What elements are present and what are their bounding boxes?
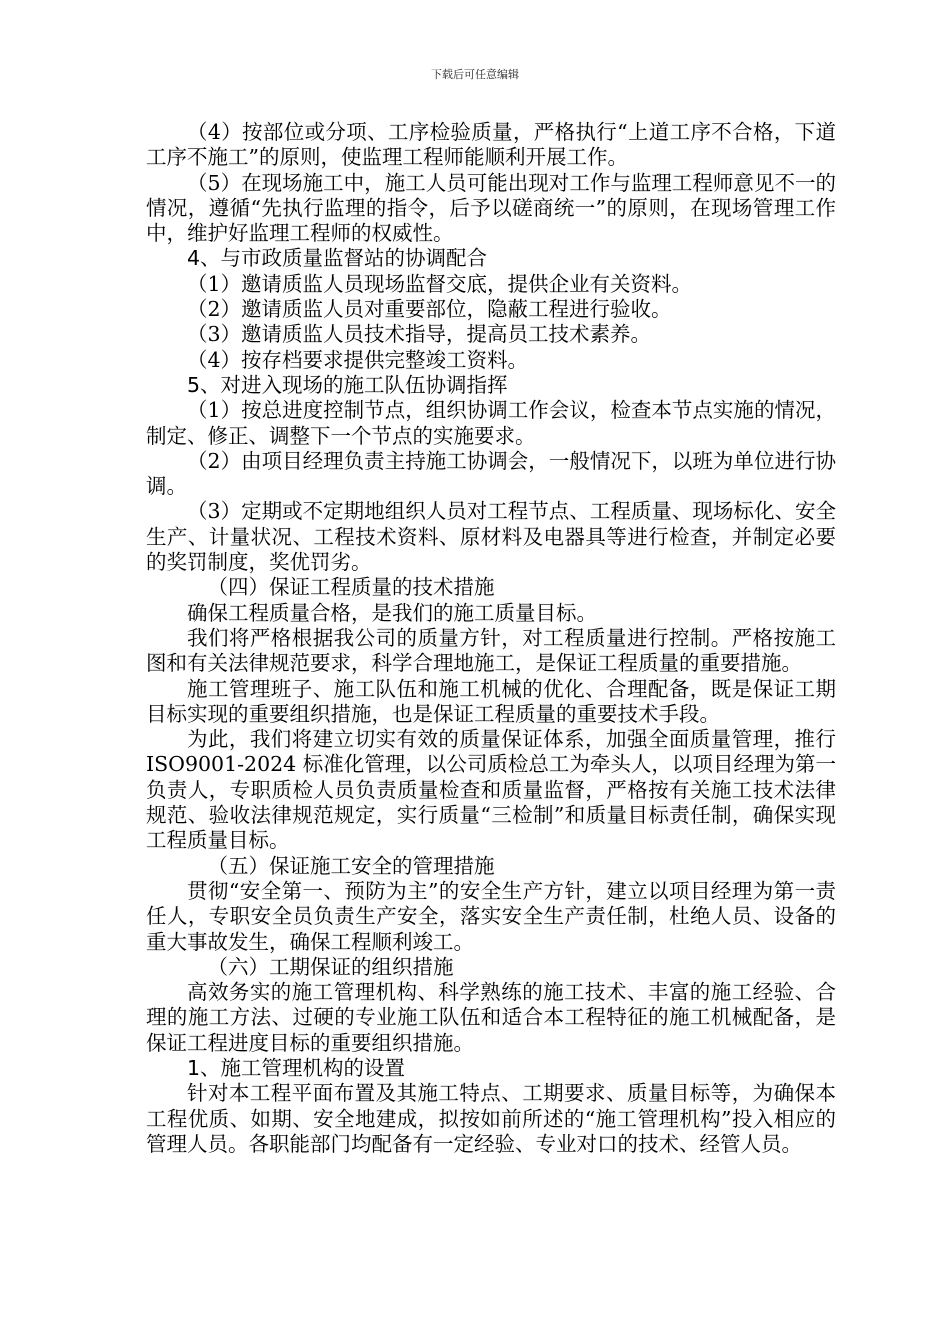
paragraph: 贯彻“安全第一、预防为主”的安全生产方针，建立以项目经理为第一责任人，专职安全员负责生产安全，落实安全生产责任制，杜绝人员、设备的重大事故发生，确保工程顺利竣工。 [146,878,836,954]
paragraph: （1）按总进度控制节点，组织协调工作会议，检查本节点实施的情况，制定、修正、调整下一个节点的实施要求。 [146,398,836,448]
paragraph: 施工管理班子、施工队伍和施工机械的优化、合理配备，既是保证工期目标实现的重要组织措施，也是保证工程质量的重要技术手段。 [146,676,836,726]
section-heading: （五）保证施工安全的管理措施 [207,853,495,878]
paragraph: 我们将严格根据我公司的质量方针，对工程质量进行控制。严格按施工图和有关法律规范要求，科学合理地施工，是保证工程质量的重要措施。 [146,625,836,676]
section-heading: 1、施工管理机构的设置 [187,1055,406,1080]
paragraph: 确保工程质量合格，是我们的施工质量目标。 [187,600,597,625]
paragraph: （4）按部位或分项、工序检验质量，严格执行“上道工序不合格，下道工序不施工”的原则，使监理工程师能顺利开展工作。 [146,120,836,170]
paragraph: （3）邀请质监人员技术指导，提高员工技术素养。 [187,322,652,347]
paragraph: 针对本工程平面布置及其施工特点、工期要求、质量目标等，为确保本工程优质、如期、安全地建成，拟按如前所述的“施工管理机构”投入相应的管理人员。各职能部门均配备有一定经验、专业对口的技术、经管人员。 [146,1081,836,1156]
section-heading: 5、对进入现场的施工队伍协调指挥 [187,372,508,397]
paragraph: （1）邀请质监人员现场监督交底，提供企业有关资料。 [187,271,693,296]
paragraph: （4）按存档要求提供完整竣工资料。 [187,347,529,372]
paragraph: （3）定期或不定期地组织人员对工程节点、工程质量、现场标化、安全生产、计量状况、工程技术资料、原材料及电器具等进行检查，并制定必要的奖罚制度，奖优罚劣。 [146,499,836,575]
document-body [146,120,836,1157]
section-heading: （六）工期保证的组织措施 [207,954,454,979]
section-heading: （四）保证工程质量的技术措施 [207,575,495,600]
paragraph: （5）在现场施工中，施工人员可能出现对工作与监理工程师意见不一的情况，遵循“先执行监理的指令，后予以磋商统一”的原则，在现场管理工作中，维护好监理工程师的权威性。 [146,170,836,246]
paragraph: 为此，我们将建立切实有效的质量保证体系，加强全面质量管理，推行 ISO9001-2024 标准化管理，以公司质检总工为牵头人，以项目经理为第一负责人，专职质检人员负责质量检查和质量监督，严格按有关施工技术法律规范、验收法律规范规定，实行质量“三检制”和质量目标责任制，确保实现工程质量目标。 [146,727,836,853]
paragraph: 高效务实的施工管理机构、科学熟练的施工技术、丰富的施工经验、合理的施工方法、过硬的专业施工队伍和适合本工程特征的施工机械配备，是保证工程进度目标的重要组织措施。 [146,980,836,1055]
page-header: 下载后可任意编辑 [431,68,519,81]
paragraph: （2）由项目经理负责主持施工协调会，一般情况下，以班为单位进行协调。 [146,448,836,499]
paragraph: （2）邀请质监人员对重要部位，隐蔽工程进行验收。 [187,297,672,322]
section-heading: 4、与市政质量监督站的协调配合 [187,246,488,271]
